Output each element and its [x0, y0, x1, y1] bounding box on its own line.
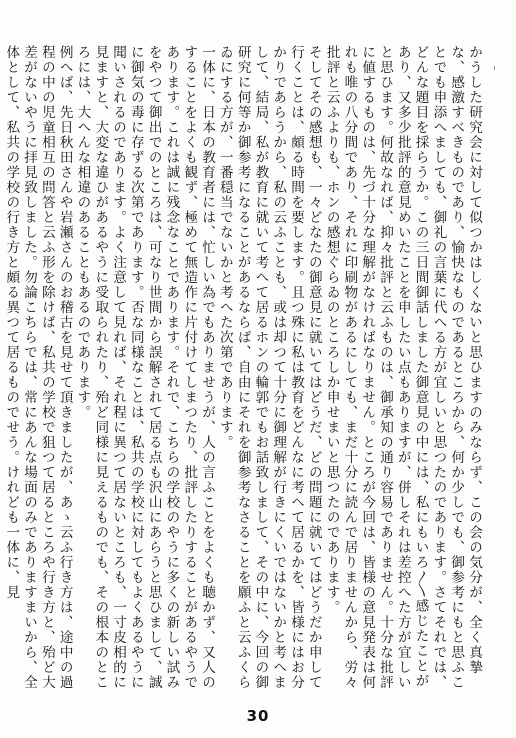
paragraph-4: 例へば、先日秋田さんや岩瀬さんのお稽古を見せて頂きましたが、あゝ云ふ行き方は、途中の過程の中の児童相互の問答と云ふ形を除けば、私共の学校で狙つて居るところや行き方と、殆ど大差がないやうに拝見致しました。勿論こちらでは、常にあんな場面のみでありますまいから、全体として、私共の学校の行き方と頗る異つて居るものでせう。けれども一体に、見: [3, 45, 73, 690]
page-number: 30: [246, 707, 270, 725]
paragraph-3: 一体に、日本の教育者には、忙しい為でもありませうが、人の言ふことをよくも聴かず、又人のすることをよくも観ず、極めて無造作に片付けてしまつたり、批評したりすることがあるやうであります。これは誠に残念なことであります。それで、こちらの学校のやうに多くの新しい試みをやつて御出でのところは、可なり世間から誤解されて居る点も沢山にあらうと思ひまして、誠に御気の毒に存ずる次第であります。否な同様なことは、私共の学校に対してもよくあるやうに聞いされるのであります。よく注意して見れば、それ程に異つて居ないところも、一寸皮相的に見ますと、大変な違ひがあるやうに受取られたり、殆ど同様に見えるものでも、その根本のところには、大へんな相違のあることもあるのであります。: [74, 45, 216, 690]
page-edge-mark: [494, 66, 495, 70]
vertical-body-text: [3, 45, 482, 695]
paragraph-1: かうした研究会に対して似つかはしくないと思ひますのみならず、この会の気分が、全く真摯な、感激すべきものであり、愉快なものであるところから、何か少しでも、御参考にもと思ふことでも申添へましても、御礼の言葉に代へる方が宜しいと思つたのであります。さてそれでは、どんな題目を採らうか。この三日間御話しました御意見の中には、私にもいろ〳〵感じたことがあり、又多少批評的意見めいたことを申したい点もありますが、併しそれは差控へた方が宜しいと思ひます。何故なれば、抑々批評と云ふものは、御承知の通り容易でありません。十分な批評に値するものは、先づ十分な理解がなければなりません。ところが今回は、皆様の意見発表は何れも唯の八分間であり、それに印刷物があるにしても、まだ十分に読んで居りませんから、労々批評と云ふよりも、ホンの感想ぐらゐのところしか申せまいと思つたのであります。: [323, 45, 482, 690]
paragraph-2: そしてその感想も、一々どなたの御意見に就いてはどうだ、どの問題に就いてはどうだか申して行くことは、頗る時間を要します。且つ殊に私は教育をどんなに考へて居るかを、皆様にはお分かりであらうから、私の云ふことも、或は却つて十分に御理解が行きにくいではないかと考へまして、結局、私が教育に就いて考へて居るホンの輪郭でもお話致しまして、その中に、今回の御研究に何等か御参考になることがあるならば、自由にそれを御参考なさることを願ふと云ふくらゐにする方が、一番穏当でないかと考へた次第であります。: [216, 45, 322, 690]
